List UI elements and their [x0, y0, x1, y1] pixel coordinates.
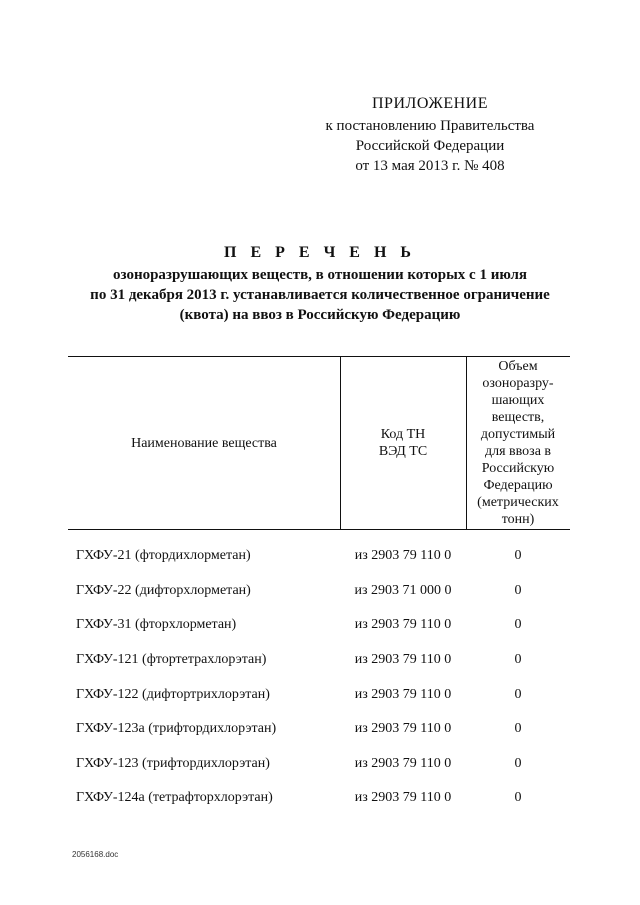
document-title: П Е Р Е Ч Е Н Ь	[224, 244, 416, 261]
document-subtitle-2: по 31 декабря 2013 г. устанавливается количественное ограничение	[90, 287, 550, 303]
table-row	[68, 747, 570, 782]
header-name-cell	[68, 356, 340, 530]
table-row	[68, 608, 570, 643]
table-column-divider-1	[340, 356, 341, 530]
row-name: ГХФУ-124а (тетрафторхлорэтан)	[76, 790, 273, 806]
row-volume: 0	[514, 582, 522, 598]
table-row	[68, 712, 570, 747]
header-code: Код ТН ВЭД ТС	[378, 427, 428, 459]
document-title-block	[70, 243, 570, 325]
annex-line-2: Российской Федерации	[355, 138, 505, 154]
header-code-cell	[370, 356, 436, 530]
row-code: из 2903 79 110 0	[354, 721, 452, 737]
table-row	[68, 781, 570, 816]
footer-filename: 2056168.doc	[72, 850, 119, 859]
table-body	[68, 539, 570, 816]
table-column-divider-2	[466, 356, 467, 530]
header-volume: Объем озоноразру-шающих веществ, допустимый для ввоза в Российскую Федерацию (метрических тонн)	[477, 359, 559, 527]
table-row	[68, 643, 570, 678]
row-volume: 0	[514, 617, 522, 633]
row-name: ГХФУ-22 (дифторхлорметан)	[76, 582, 251, 598]
row-name: ГХФУ-123а (трифтордихлорэтан)	[76, 721, 277, 737]
row-volume: 0	[514, 755, 522, 771]
row-name: ГХФУ-121 (фтортетрахлорэтан)	[76, 652, 267, 668]
row-code: из 2903 79 110 0	[354, 790, 452, 806]
table-row	[68, 539, 570, 574]
table-row	[68, 677, 570, 712]
document-subtitle-3: (квота) на ввоз в Российскую Федерацию	[179, 307, 461, 323]
row-code: из 2903 79 110 0	[354, 617, 452, 633]
annex-block	[300, 94, 560, 176]
row-name: ГХФУ-31 (фторхлорметан)	[76, 617, 237, 633]
row-name: ГХФУ-21 (фтордихлорметан)	[76, 548, 251, 564]
row-volume: 0	[514, 686, 522, 702]
document-subtitle-1: озоноразрушающих веществ, в отношении которых с 1 июля	[113, 267, 527, 283]
annex-line-3: от 13 мая 2013 г. № 408	[355, 158, 505, 174]
row-code: из 2903 71 000 0	[354, 582, 452, 598]
row-code: из 2903 79 110 0	[354, 548, 452, 564]
row-code: из 2903 79 110 0	[354, 755, 452, 771]
header-name: Наименование вещества	[131, 435, 277, 451]
row-volume: 0	[514, 548, 522, 564]
row-volume: 0	[514, 790, 522, 806]
table-row	[68, 574, 570, 609]
annex-line-1: к постановлению Правительства	[325, 118, 535, 134]
row-code: из 2903 79 110 0	[354, 652, 452, 668]
row-name: ГХФУ-122 (дифтортрихлорэтан)	[76, 686, 270, 702]
row-volume: 0	[514, 652, 522, 668]
header-volume-cell	[470, 356, 566, 530]
row-volume: 0	[514, 721, 522, 737]
row-code: из 2903 79 110 0	[354, 686, 452, 702]
annex-heading: ПРИЛОЖЕНИЕ	[371, 95, 488, 112]
row-name: ГХФУ-123 (трифтордихлорэтан)	[76, 755, 270, 771]
